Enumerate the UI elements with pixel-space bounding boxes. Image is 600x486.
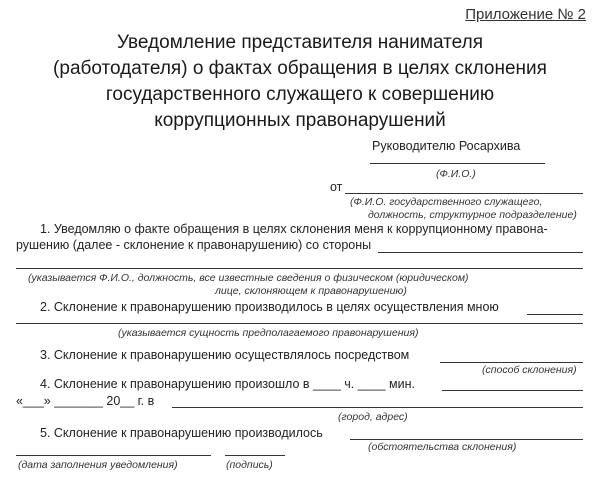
item-4-line[interactable] xyxy=(442,390,583,391)
item-2-text: 2. Склонение к правонарушению производилось в целях осуществления мною xyxy=(40,300,499,314)
addressee: Руководителю Росархива xyxy=(372,139,521,153)
item-1-caption: лице, склоняющем к правонарушению) xyxy=(215,285,407,297)
from-caption: должность, структурное подразделение) xyxy=(368,209,577,221)
item-3-caption: (способ склонения) xyxy=(482,364,577,376)
signature-caption: (подпись) xyxy=(226,459,273,471)
place-caption: (город, адрес) xyxy=(338,411,408,423)
from-label: от xyxy=(330,180,343,194)
fio-line[interactable] xyxy=(370,163,545,164)
title-line: Уведомление представителя нанимателя xyxy=(117,32,483,53)
item-2-line[interactable] xyxy=(527,314,583,315)
item-4-text: 4. Склонение к правонарушению произошло в ____ ч. ____ мин. xyxy=(40,377,415,391)
item-2-line[interactable] xyxy=(16,323,583,324)
item-2-caption: (указывается сущность предполагаемого правонарушения) xyxy=(118,327,419,339)
title-line: (работодателя) о фактах обращения в целях склонения xyxy=(53,58,547,79)
item-3-text: 3. Склонение к правонарушению осуществлялось посредством xyxy=(40,348,410,362)
item-5-caption: (обстоятельства склонения) xyxy=(368,441,517,453)
item-1-line[interactable] xyxy=(16,268,583,269)
title-line: коррупционных правонарушений xyxy=(154,110,446,131)
title-line: государственного служащего к совершению xyxy=(105,84,495,105)
item-1-caption: (указывается Ф.И.О., должность, все известные сведения о физическом (юридическом) xyxy=(28,272,469,284)
appendix-label: Приложение № 2 xyxy=(465,6,586,23)
date-signature-line[interactable] xyxy=(16,455,211,456)
item-1-text: 1. Уведомляю о факте обращения в целях склонения меня к коррупционному правона- xyxy=(40,222,548,236)
item-5-line[interactable] xyxy=(350,439,583,440)
fio-caption: (Ф.И.О.) xyxy=(436,168,476,180)
item-5-text: 5. Склонение к правонарушению производилось xyxy=(40,426,323,440)
place-line[interactable] xyxy=(172,407,583,408)
item-1-text: рушению (далее - склонение к правонарушению) со стороны xyxy=(16,238,372,252)
date-line: «___» _______ 20__ г. в xyxy=(16,394,155,408)
from-caption: (Ф.И.О. государственного служащего, xyxy=(350,196,543,208)
date-caption: (дата заполнения уведомления) xyxy=(18,459,178,471)
item-3-line[interactable] xyxy=(440,362,583,363)
signature-line[interactable] xyxy=(225,455,285,456)
item-1-line[interactable] xyxy=(378,252,583,253)
from-line[interactable] xyxy=(345,193,583,194)
